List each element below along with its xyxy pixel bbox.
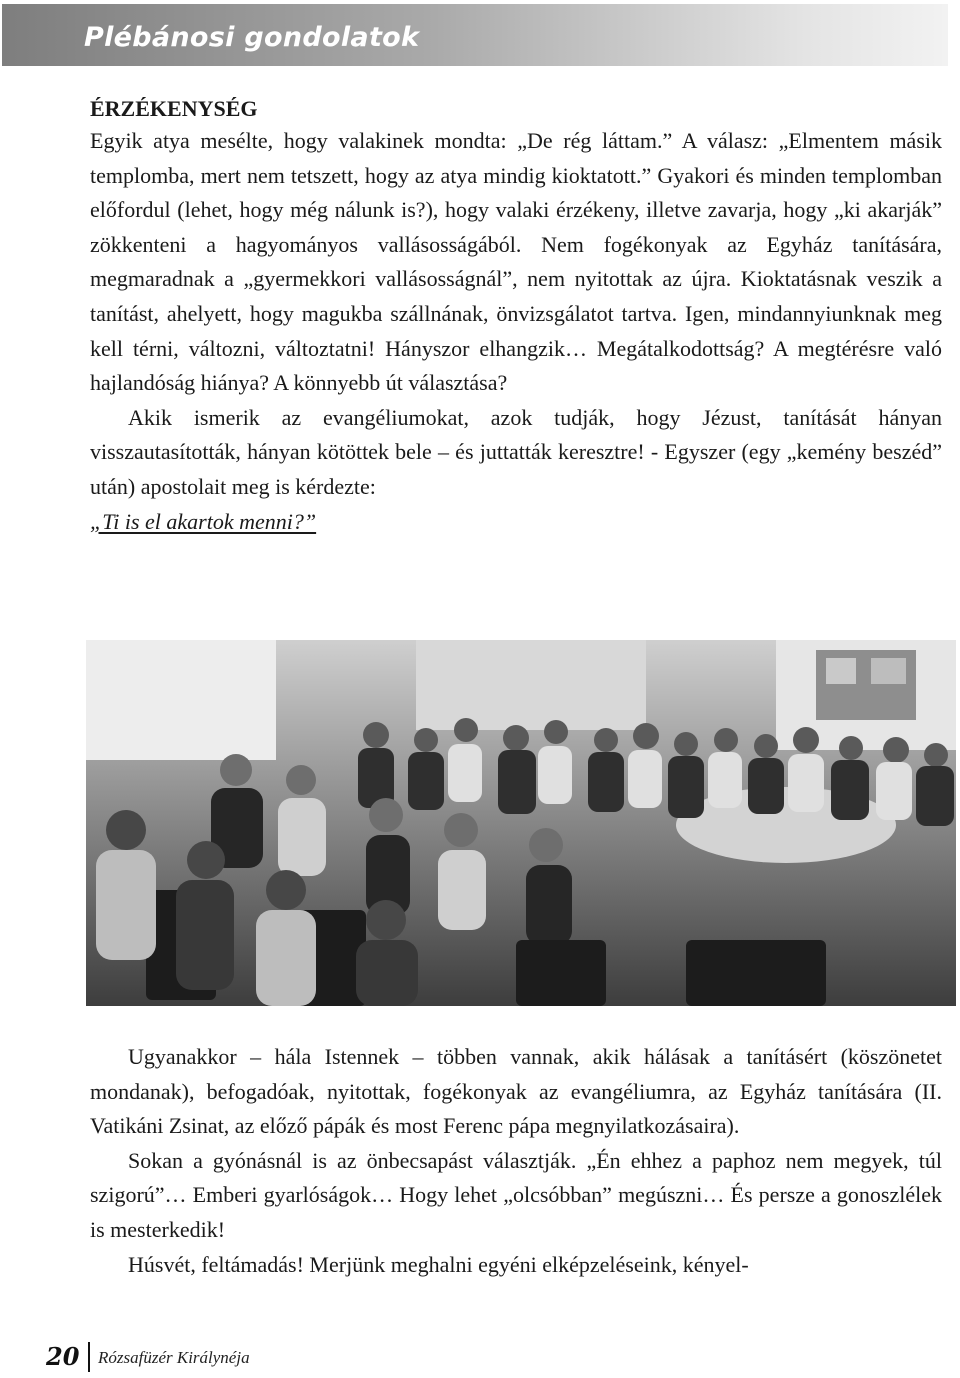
article-bottom (90, 1040, 942, 1282)
quote-line: „Ti is el akartok menni?” (90, 508, 317, 534)
paragraph-2: Akik ismerik az evangéliumokat, azok tudják, hogy Jézust, tanítását hányan visszautasították, hányan kötöttek bele – és juttatták keresztre! - Egyszer (egy „kemény beszéd” után) apostolait meg is kérdezte: (90, 404, 942, 499)
paragraph-3: Ugyanakkor – hála Istennek – többen vannak, akik hálásak a tanításért (köszönetet mondanak), befogadóak, nyitottak, fogékonyak az evangéliumra, az Egyház tanítására (II. Vatikáni Zsinat, az előző pápák és most Ferenc pápa megnyilatkozásaira). (90, 1044, 942, 1139)
section-title: Plébánosi gondolatok (84, 22, 420, 53)
group-meeting-photo (86, 640, 956, 1006)
paragraph-4: Sokan a gyónásnál is az önbecsapást választják. „Én ehhez a paphoz nem megyek, túl szigorú”… Emberi gyarlóságok… Hogy lehet „olcsóbban” megúszni… És persze a gonoszlélek is mesterkedik! (90, 1147, 942, 1242)
footer-divider (88, 1342, 90, 1372)
page-number: 20 (46, 1342, 80, 1371)
paragraph-1: Egyik atya mesélte, hogy valakinek mondta: „De rég láttam.” A válasz: „Elmentem másik templomba, mert nem tetszett, hogy az atya mindig kioktatott.” Gyakori és minden templomban előfordul (lehet, hogy még nálunk is?), hogy valaki érzékeny, illetve zavarja, hogy „ki akarják” zökkenteni a hagyományos vallásosságából. Nem fogékonyak az Egyház tanítására, megmaradnak a „gyermekkori vallásosságnál”, nem nyitottak az újra. Kioktatásnak veszik a tanítást, ahelyett, hogy magukba szállnának, önvizsgálatot tartva. Igen, mindannyiunknak meg kell térni, változni, változtatni! Hányszor elhangzik… Megátalkodottság? A megtérésre való hajlandóság hiánya? A könnyebb út választása? (90, 128, 942, 396)
magazine-name: Rózsafüzér Királynéja (98, 1348, 250, 1367)
article-heading: ÉRZÉKENYSÉG (90, 96, 258, 121)
header-band (2, 4, 948, 66)
paragraph-5: Húsvét, feltámadás! Merjünk meghalni egyéni elképzeléseink, kényel- (128, 1251, 749, 1277)
photo-illustration (86, 640, 956, 1006)
article-top (90, 94, 942, 539)
